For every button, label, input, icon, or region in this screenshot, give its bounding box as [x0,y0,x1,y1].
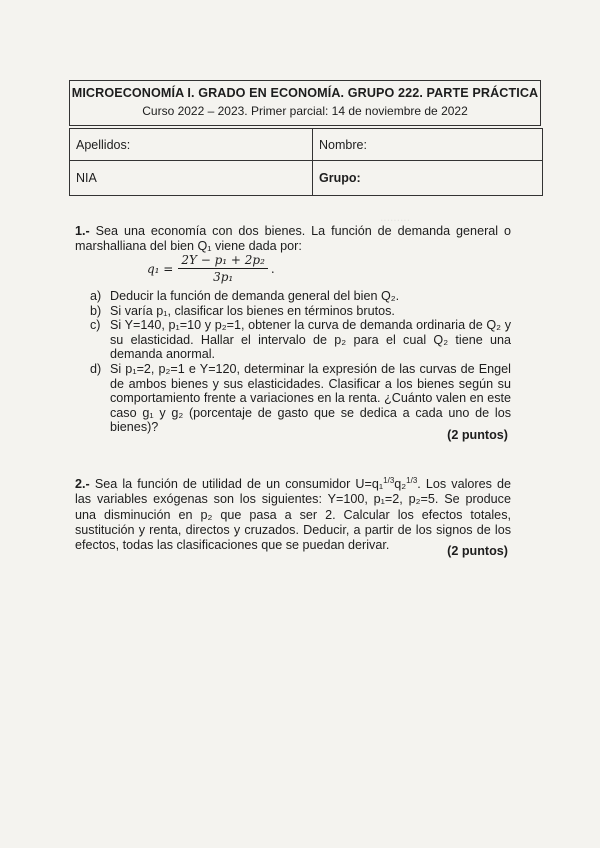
exam-title: MICROECONOMÍA I. GRADO EN ECONOMÍA. GRUPO 222. PARTE PRÁCTICA [71,86,539,100]
q2-exponent-2: 1/3 [406,476,418,485]
list-item [90,362,511,435]
q2-text-after: . Los valores de las variables exógenas son los siguientes: Y=100, p₁=2, p₂=5. Se produce una disminución en p₂ que pasa a ser 2. Calcular los efectos totales, sustitución y renta, directos y cruzados. Deducir, a partir de los signos de los efectos, todas las clasificaciones que se puedan derivar. [75,477,511,552]
formula-end: . [270,261,275,276]
question-1-items [90,289,511,435]
formula-fraction [178,253,268,284]
header-box [69,80,541,126]
list-item [90,304,511,319]
question-2-points: (2 puntos) [447,544,508,558]
formula-lhs: q₁ = [147,261,174,276]
exam-subtitle: Curso 2022 – 2023. Primer parcial: 14 de noviembre de 2022 [142,104,468,118]
grupo-field: Grupo: [313,161,543,196]
student-fields-table [69,128,543,196]
question-1-number: 1.- [75,224,90,238]
question-1-intro [75,224,511,254]
list-item [90,289,511,304]
q2-text-mid: q₂ [394,477,407,492]
item-label: d) [90,361,102,376]
q2-text-before: Sea la función de utilidad de un consumidor U=q₁ [94,477,384,492]
demand-formula [147,253,275,284]
item-label: c) [90,318,101,333]
formula-numerator: 2Y − p₁ + 2p₂ [178,253,268,269]
item-text: Si p₁=2, p₂=1 e Y=120, determinar la expresión de las curvas de Engel de ambos bienes y sus elasticidades. Clasificar a los bienes según su comportamiento frente a variaciones en la renta. ¿Cuánto valen en este caso g₁ y g₂ (porcentaje de gasto que se dedica a cada uno de los bienes)? [110,361,511,435]
item-text: Si varía p₁, clasificar los bienes en términos brutos. [110,303,395,318]
item-label: a) [90,289,102,303]
apellidos-field: Apellidos: [70,129,313,161]
bleed-through-text: ......... [380,210,411,224]
question-1-points: (2 puntos) [447,428,508,442]
question-2-text [75,473,511,553]
item-label: b) [90,303,102,318]
q2-exponent-1: 1/3 [383,476,395,485]
item-text: Si Y=140, p₁=10 y p₂=1, obtener la curva de demanda ordinaria de Q₂ y su elasticidad. Hallar el intervalo de p₂ para el cual Q₂ tiene una demanda anormal. [110,318,511,362]
nia-field: NIA [70,161,313,196]
question-1-intro-text: Sea una economía con dos bienes. La función de demanda general o marshalliana del bien Q₁ viene dada por: [75,224,512,253]
formula-denominator: 3p₁ [213,270,234,284]
list-item [90,318,511,362]
item-text: Deducir la función de demanda general del bien Q₂. [110,289,400,303]
question-2-number: 2.- [75,477,90,492]
nombre-field: Nombre: [313,129,543,161]
